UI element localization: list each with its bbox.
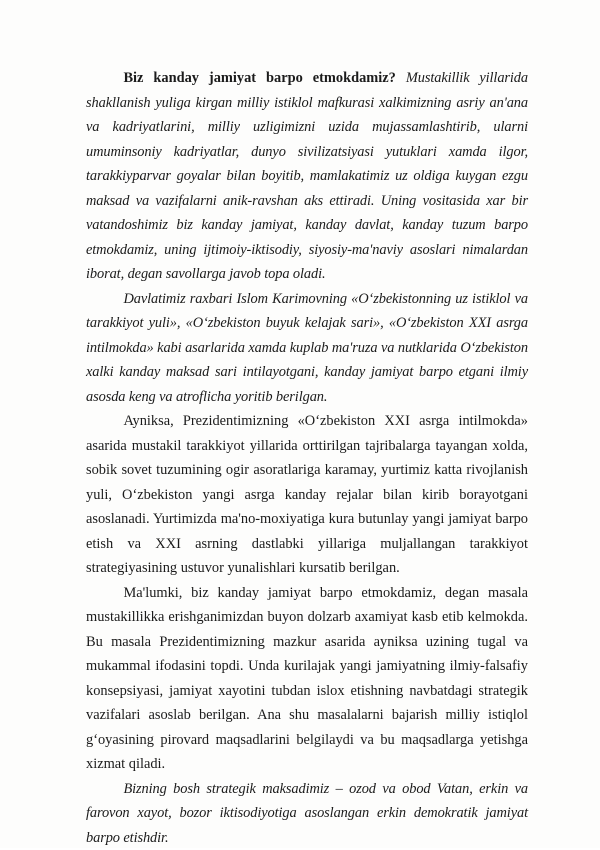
paragraph-2: Davlatimiz raxbari Islom Karimovning «O‘zbekistonning uz istiklol va tarakkiyot yuli», «O‘zbekiston buyuk kelajak sari», «O‘zbekiston XXI asrga intilmokda» kabi asarlarida xamda kuplab ma'ruza va nutklarida O‘zbekiston xalki kanday maksad sari intilayotgani, kanday jamiyat barpo etgani ilmiy asosda keng va atroflicha yoritib berilgan. <box>86 287 528 410</box>
paragraph-1 <box>86 66 528 287</box>
paragraph-5: Bizning bosh strategik maksadimiz – ozod va obod Vatan, erkin va farovon xayot, bozor iktisodiyotiga asoslangan erkin demokratik jamiyat barpo etishdir. <box>86 777 528 850</box>
paragraph-1-text: Mustakillik yillarida shakllanish yuliga kirgan milliy istiklol mafkurasi xalkimizning asriy an'ana va kadriyatlarini, milliy uzligimizni uzida mujassamlashtirib, ularni umuminsoniy kadriyatlar, dunyo sivilizatsiyasi yutuklari xamda ilgor, tarakkiyparvar goyalar bilan boyitib, mamlakatimiz uz oldiga kuygan ezgu maksad va vazifalarni anik-ravshan aks ettiradi. Uning vositasida xar bir vatandoshimiz biz kanday jamiyat, kanday davlat, kanday tuzum barpo etmokdamiz, uning ijtimoiy-iktisodiy, siyosiy-ma'naviy asoslari nimalardan iborat, degan savollarga javob topa oladi. <box>86 70 528 282</box>
paragraph-3: Ayniksa, Prezidentimizning «O‘zbekiston XXI asrga intilmokda» asarida mustakil tarakkiyot yillarida orttirilgan tajribalarga tayangan xolda, sobik sovet tuzumining ogir asoratlariga karamay, yurtimiz katta rivojlanish yuli, O‘zbekiston yangi asrga kanday rejalar bilan kirib borayotgani asoslanadi. Yurtimizda ma'no-moxiyatiga kura butunlay yangi jamiyat barpo etish va XXI asrning dastlabki yillariga muljallangan tarakkiyot strategiyasining ustuvor yunalishlari kursatib berilgan. <box>86 409 528 581</box>
document-body <box>86 66 528 850</box>
paragraph-4: Ma'lumki, biz kanday jamiyat barpo etmokdamiz, degan masala mustakillikka erishganimizdan buyon dolzarb axamiyat kasb etib kelmokda. Bu masala Prezidentimizning mazkur asarida ayniksa uzining tugal va mukammal ifodasini topdi. Unda kurilajak yangi jamiyatning ilmiy-falsafiy konsepsiyasi, jamiyat xayotini tubdan islox etishning navbatdagi strategik vazifalari asoslab berilgan. Ana shu masalalarni bajarish milliy istiqlol g‘oyasining pirovard maqsadlarini belgilaydi va bu maqsadlarga yetishga xizmat qiladi. <box>86 581 528 777</box>
section-heading: Biz kanday jamiyat barpo etmokdamiz? <box>123 70 395 86</box>
